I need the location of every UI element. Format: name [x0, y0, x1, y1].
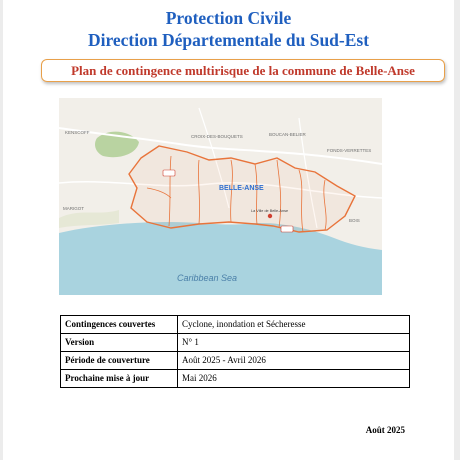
row-label: Prochaine mise à jour — [61, 370, 178, 388]
plan-title-banner: Plan de contingence multirisque de la commune de Belle-Anse — [41, 59, 445, 82]
plan-info-table — [60, 315, 410, 388]
department-title: Direction Départementale du Sud-Est — [87, 30, 370, 50]
place-label: KENSCOFF — [65, 130, 90, 135]
town-marker — [268, 214, 272, 218]
place-label: BOIS — [349, 218, 360, 223]
row-value: Août 2025 - Avril 2026 — [178, 352, 410, 370]
row-label: Contingences couvertes — [61, 316, 178, 334]
table-row — [61, 370, 410, 388]
route-shield — [163, 170, 175, 176]
row-value: Cyclone, inondation et Sécheresse — [178, 316, 410, 334]
route-shield — [281, 226, 293, 232]
document-date: Août 2025 — [365, 425, 405, 435]
row-value: N° 1 — [178, 334, 410, 352]
row-label: Version — [61, 334, 178, 352]
table-row — [61, 352, 410, 370]
commune-map — [59, 98, 382, 295]
organization-title: Protection Civile — [165, 8, 292, 28]
sea-label: Caribbean Sea — [177, 273, 238, 283]
commune-label: BELLE-ANSE — [219, 185, 264, 192]
table-row — [61, 334, 410, 352]
place-label: CROIX-DES-BOUQUETS — [191, 134, 243, 139]
document-page — [3, 0, 454, 460]
town-label: La Ville de Belle-Anse — [251, 209, 289, 213]
row-label: Période de couverture — [61, 352, 178, 370]
row-value: Mai 2026 — [178, 370, 410, 388]
place-label: FONDS-VERRETTES — [327, 148, 372, 153]
place-label: BOUCAN-BELIER — [269, 132, 306, 137]
table-row — [61, 316, 410, 334]
place-label: MARIGOT — [63, 206, 84, 211]
